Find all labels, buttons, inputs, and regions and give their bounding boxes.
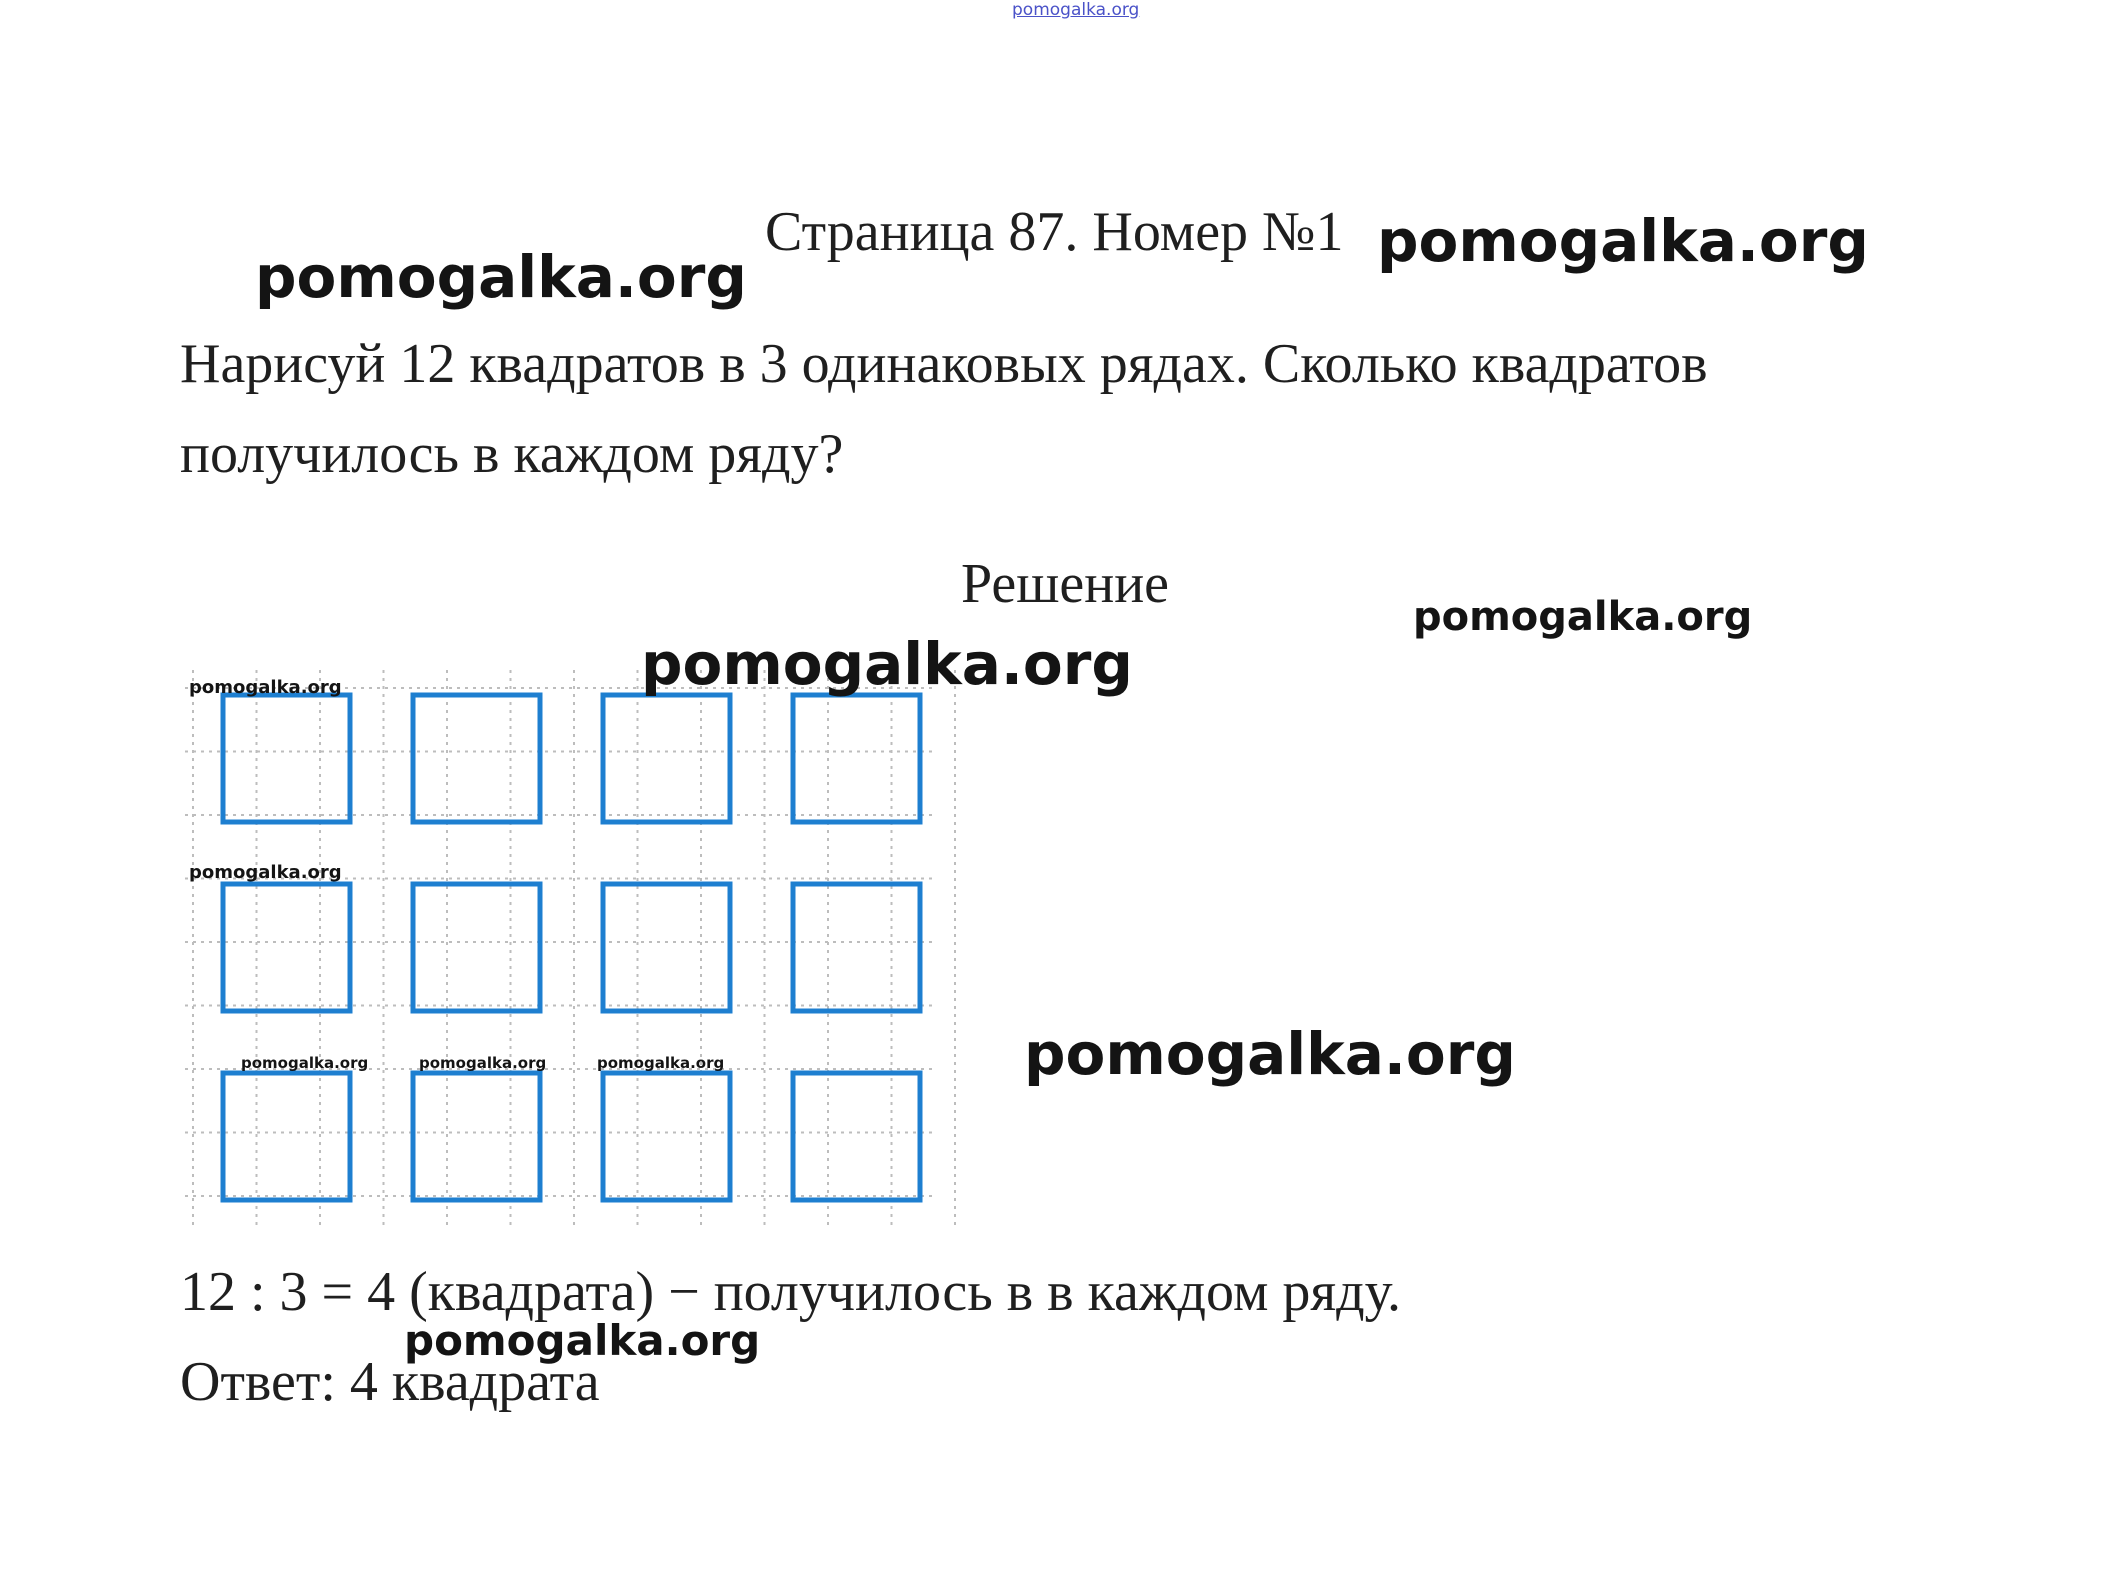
watermark: pomogalka.org (641, 630, 1133, 698)
square (413, 1073, 540, 1200)
squares-grid (185, 670, 975, 1225)
solution-equation: 12 : 3 = 4 (квадрата) − получилось в в каждом ряду. (180, 1261, 1402, 1323)
watermark-small: pomogalka.org (597, 1054, 725, 1072)
square (223, 1073, 350, 1200)
watermark: pomogalka.org (255, 243, 747, 311)
watermark-small: pomogalka.org (419, 1054, 547, 1072)
watermark: pomogalka.org (1377, 207, 1869, 275)
watermark: pomogalka.org (1024, 1020, 1516, 1088)
watermark-small: pomogalka.org (241, 1054, 369, 1072)
site-link[interactable]: pomogalka.org (1012, 0, 1140, 20)
solution-heading: Решение (961, 553, 1170, 615)
task-text-line-1: Нарисуй 12 квадратов в 3 одинаковых рядах. Сколько квадратов (180, 333, 1708, 395)
square (413, 884, 540, 1011)
answer-text: Ответ: 4 квадрата (180, 1351, 600, 1413)
square (793, 884, 920, 1011)
page-title: Страница 87. Номер №1 (765, 201, 1344, 263)
square (223, 695, 350, 822)
watermark: pomogalka.org (404, 1316, 761, 1365)
square (603, 695, 730, 822)
square (793, 1073, 920, 1200)
square (603, 1073, 730, 1200)
square (603, 884, 730, 1011)
watermark-small: pomogalka.org (189, 677, 342, 698)
watermark: pomogalka.org (1413, 594, 1753, 640)
square (223, 884, 350, 1011)
watermark-small: pomogalka.org (189, 862, 342, 883)
square (793, 695, 920, 822)
task-text-line-2: получилось в каждом ряду? (180, 423, 844, 485)
grid-lines (185, 670, 955, 1225)
square (413, 695, 540, 822)
squares (223, 695, 920, 1200)
